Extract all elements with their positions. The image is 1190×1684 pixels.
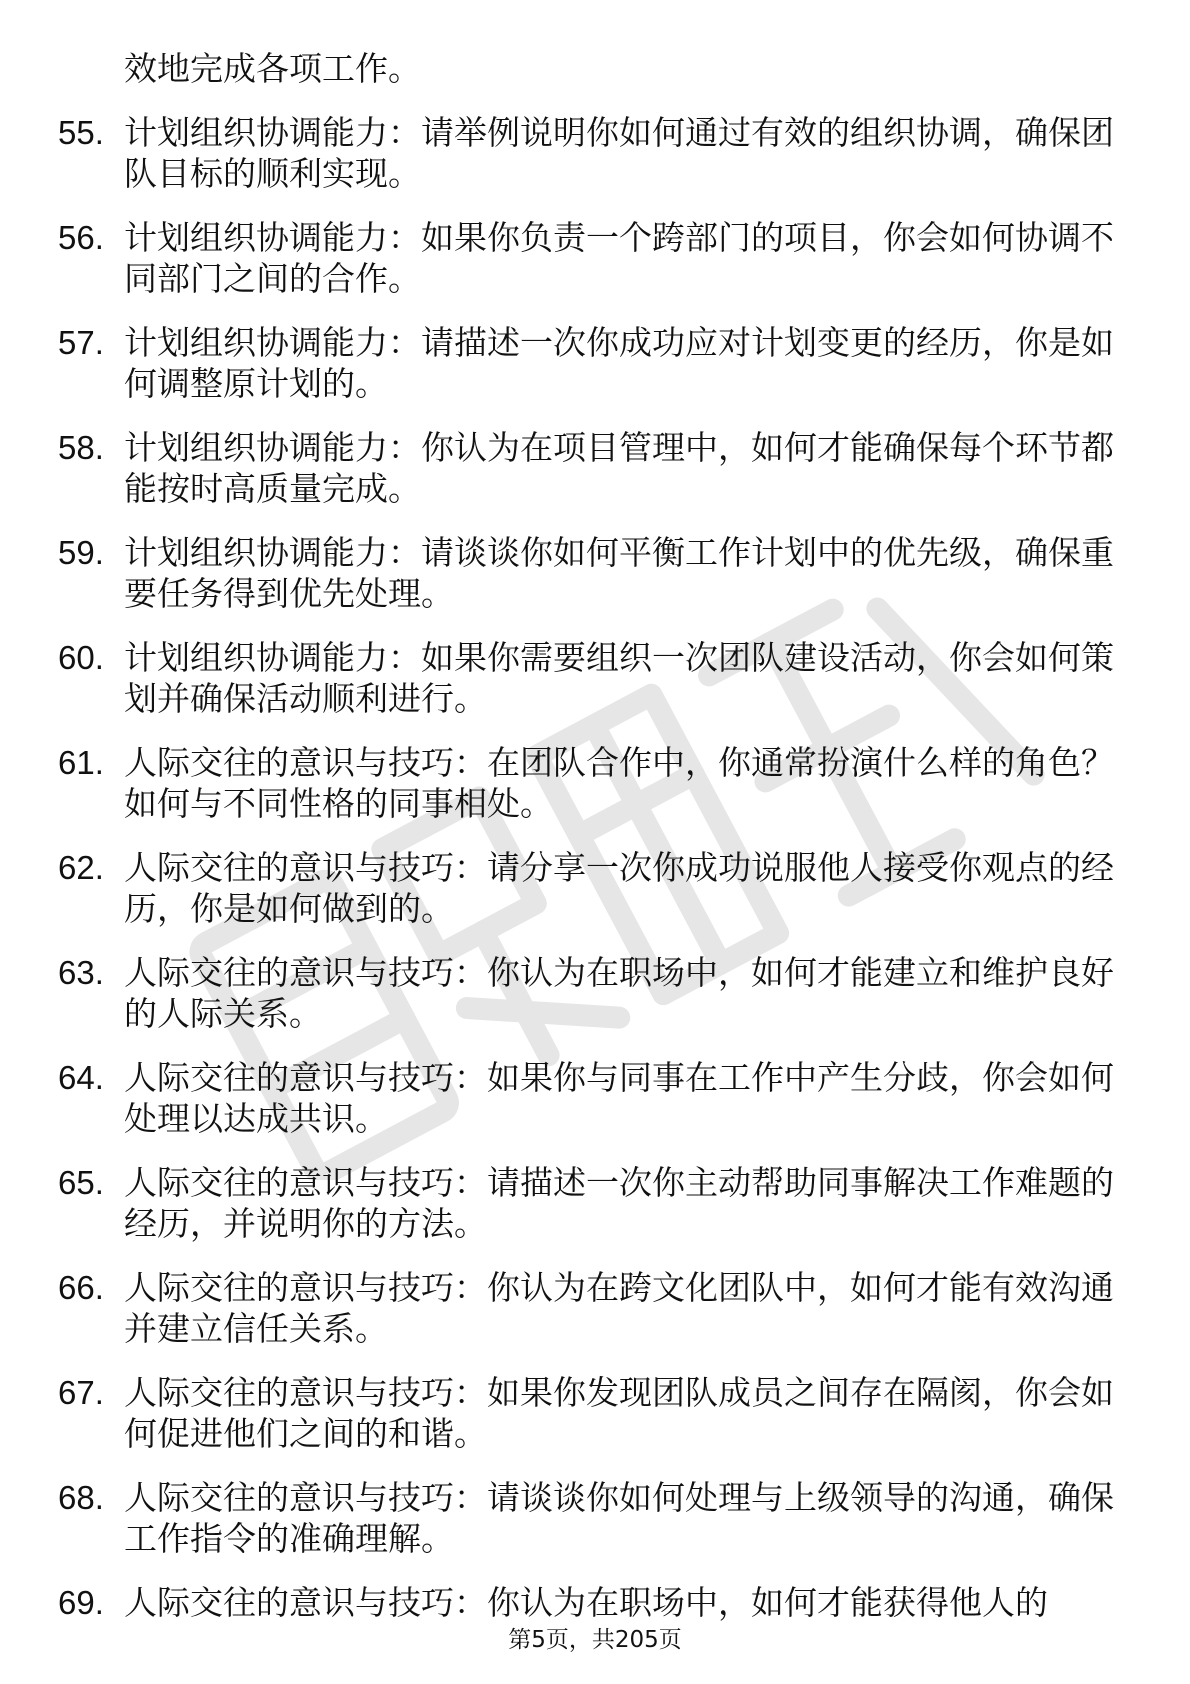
item-text: 人际交往的意识与技巧：你认为在职场中，如何才能获得他人的 bbox=[124, 1583, 1048, 1622]
question-list bbox=[58, 48, 1118, 1646]
item-text: 计划组织协调能力：请举例说明你如何通过有效的组织协调，确保团队目标的顺利实现。 bbox=[124, 113, 1114, 193]
list-item bbox=[58, 1162, 1118, 1244]
list-item bbox=[58, 322, 1118, 404]
item-number: 60. bbox=[58, 639, 104, 676]
list-item bbox=[58, 847, 1118, 929]
list-item bbox=[58, 1267, 1118, 1349]
item-number: 67. bbox=[58, 1374, 104, 1411]
list-item bbox=[58, 742, 1118, 824]
item-text: 人际交往的意识与技巧：如果你发现团队成员之间存在隔阂，你会如何促进他们之间的和谐。 bbox=[124, 1373, 1114, 1453]
item-number: 66. bbox=[58, 1269, 104, 1306]
item-text: 计划组织协调能力：如果你负责一个跨部门的项目，你会如何协调不同部门之间的合作。 bbox=[124, 218, 1114, 298]
item-text: 人际交往的意识与技巧：请分享一次你成功说服他人接受你观点的经历，你是如何做到的。 bbox=[124, 848, 1114, 928]
continuation-text: 效地完成各项工作。 bbox=[124, 49, 421, 88]
item-number: 68. bbox=[58, 1479, 104, 1516]
item-text: 计划组织协调能力：如果你需要组织一次团队建设活动，你会如何策划并确保活动顺利进行。 bbox=[124, 638, 1114, 718]
item-text: 人际交往的意识与技巧：请描述一次你主动帮助同事解决工作难题的经历，并说明你的方法。 bbox=[124, 1163, 1114, 1243]
item-number: 55. bbox=[58, 114, 104, 151]
item-number: 63. bbox=[58, 954, 104, 991]
page-footer: 第5页，共205页 bbox=[508, 1627, 682, 1653]
list-item bbox=[58, 952, 1118, 1034]
list-item bbox=[58, 1582, 1118, 1623]
list-item bbox=[58, 637, 1118, 719]
list-item bbox=[58, 1477, 1118, 1559]
item-number: 57. bbox=[58, 324, 104, 361]
item-number: 59. bbox=[58, 534, 104, 571]
item-number: 69. bbox=[58, 1584, 104, 1621]
item-number: 62. bbox=[58, 849, 104, 886]
list-item bbox=[58, 427, 1118, 509]
item-text: 人际交往的意识与技巧：请谈谈你如何处理与上级领导的沟通，确保工作指令的准确理解。 bbox=[124, 1478, 1114, 1558]
item-text: 人际交往的意识与技巧：在团队合作中，你通常扮演什么样的角色？如何与不同性格的同事相处。 bbox=[124, 743, 1114, 823]
list-item bbox=[58, 1057, 1118, 1139]
list-item bbox=[58, 1372, 1118, 1454]
list-item bbox=[58, 217, 1118, 299]
item-text: 人际交往的意识与技巧：如果你与同事在工作中产生分歧，你会如何处理以达成共识。 bbox=[124, 1058, 1114, 1138]
item-text: 人际交往的意识与技巧：你认为在跨文化团队中，如何才能有效沟通并建立信任关系。 bbox=[124, 1268, 1114, 1348]
item-number: 58. bbox=[58, 429, 104, 466]
item-text: 计划组织协调能力：请谈谈你如何平衡工作计划中的优先级，确保重要任务得到优先处理。 bbox=[124, 533, 1114, 613]
item-number: 65. bbox=[58, 1164, 104, 1201]
item-text: 计划组织协调能力：请描述一次你成功应对计划变更的经历，你是如何调整原计划的。 bbox=[124, 323, 1114, 403]
list-item bbox=[58, 112, 1118, 194]
item-number: 56. bbox=[58, 219, 104, 256]
item-text: 计划组织协调能力：你认为在项目管理中，如何才能确保每个环节都能按时高质量完成。 bbox=[124, 428, 1114, 508]
item-number: 64. bbox=[58, 1059, 104, 1096]
item-text: 人际交往的意识与技巧：你认为在职场中，如何才能建立和维护良好的人际关系。 bbox=[124, 953, 1114, 1033]
list-item bbox=[58, 532, 1118, 614]
item-number: 61. bbox=[58, 744, 104, 781]
